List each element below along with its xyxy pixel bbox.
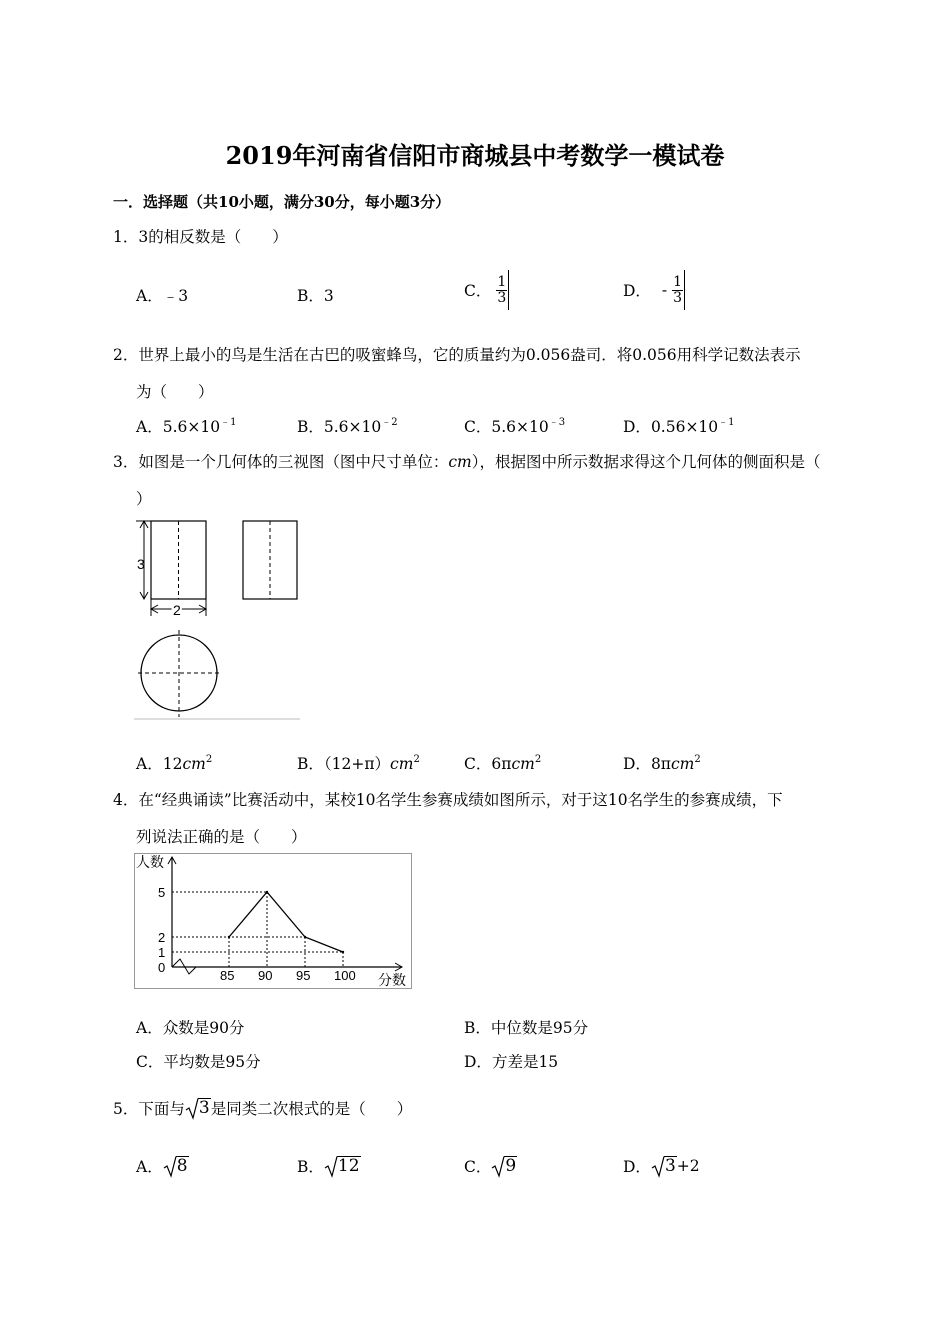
x-tick-label: 100 xyxy=(334,968,356,983)
q3-option-d: D．8πcm$^2$ xyxy=(623,754,701,773)
option-letter: A． xyxy=(136,287,163,305)
three-view-figure xyxy=(130,512,310,724)
y-tick-label: 1 xyxy=(158,945,166,960)
question-4-line-2: 列说法正确的是（ ） xyxy=(136,828,307,846)
option-text: ﹣3 xyxy=(162,287,189,305)
option-base: 5.6×10 xyxy=(491,418,549,436)
fraction-bar xyxy=(508,270,509,310)
option-letter: B． xyxy=(297,287,324,305)
x-tick-label: 95 xyxy=(296,968,311,983)
sqrt-expression: 12 xyxy=(324,1156,361,1176)
option-letter: C． xyxy=(464,282,492,300)
y-tick-label: 2 xyxy=(158,930,166,945)
data-point xyxy=(228,936,230,938)
x-tick-label: 85 xyxy=(220,968,235,983)
y-tick-label: 0 xyxy=(158,960,166,975)
q1-option-a xyxy=(136,284,188,306)
question-1-stem: 1．3的相反数是（ ） xyxy=(113,228,288,246)
option-letter: A． xyxy=(136,418,163,436)
question-3-line-1: 3．如图是一个几何体的三视图（图中尺寸单位：cm），根据图中所示数据求得这个几何体的侧面积是（ xyxy=(113,453,821,471)
chart-frame xyxy=(135,854,412,989)
option-letter: D． xyxy=(623,418,651,436)
q3-option-c: C．6πcm$^2$ xyxy=(464,754,542,773)
q2-option-b xyxy=(297,413,398,437)
radical-sign-icon xyxy=(324,1156,338,1178)
option-base: 0.56×10 xyxy=(650,418,719,436)
q1-option-b xyxy=(297,284,334,306)
radical-sign-icon xyxy=(491,1156,505,1178)
option-exponent: ﹣1 xyxy=(220,417,237,428)
section-heading: 一．选择题（共10小题，满分30分，每小题3分） xyxy=(113,193,451,211)
data-point xyxy=(342,951,344,953)
q4-option-d: D．方差是15 xyxy=(464,1053,559,1071)
option-base: 5.6×10 xyxy=(162,418,221,436)
x-axis-label: 分数 xyxy=(378,972,406,988)
width-label: 2 xyxy=(173,602,181,618)
question-3-line-2: ） xyxy=(136,490,152,508)
page-title: 2019年河南省信阳市商城县中考数学一模试卷 xyxy=(225,141,725,170)
x-tick-label: 90 xyxy=(258,968,273,983)
height-label: 3 xyxy=(137,556,145,572)
option-letter: C． xyxy=(464,418,492,436)
fraction: $\frac{1}{3}$ xyxy=(497,273,507,306)
sqrt-expression: 3 xyxy=(651,1156,677,1176)
option-text: 3 xyxy=(323,287,334,305)
fraction-bar xyxy=(684,270,685,310)
q3-option-b: B．$(12+\pi)cm^2$ xyxy=(297,754,420,773)
q5-option-b: B． 12 xyxy=(297,1156,360,1176)
radical-sign-icon xyxy=(163,1156,177,1178)
q5-option-a: A． 8 xyxy=(136,1156,188,1176)
question-2-line-2: 为（ ） xyxy=(136,383,214,401)
question-4-line-1: 4．在“经典诵读”比赛活动中，某校10名学生参赛成绩如图所示，对于这10名学生的参赛成绩，下 xyxy=(113,791,783,809)
q1-option-d xyxy=(623,270,685,310)
minus-sign: - xyxy=(661,281,668,299)
question-2-line-1: 2．世界上最小的鸟是生活在古巴的吸蜜蜂鸟，它的质量约为0.056盎司．将0.056用科学记数法表示 xyxy=(113,346,801,364)
option-exponent: ﹣3 xyxy=(548,417,566,428)
q1-option-c xyxy=(464,270,509,310)
question-5-stem: 5．下面与 3是同类二次根式的是（ ） xyxy=(113,1098,413,1118)
option-letter: D． xyxy=(623,282,651,300)
radical-sign-icon xyxy=(185,1098,199,1120)
q4-option-c: C．平均数是95分 xyxy=(136,1053,261,1071)
sqrt-expression: 9 xyxy=(491,1156,517,1176)
fraction: $\frac{1}{3}$ xyxy=(673,273,682,306)
option-base: 5.6×10 xyxy=(323,418,382,436)
y-axis-label: 人数 xyxy=(136,854,164,870)
score-line-chart xyxy=(134,853,414,991)
q3-option-a: A．$12cm^2$ xyxy=(136,754,213,773)
q4-option-a: A．众数是90分 xyxy=(136,1019,245,1037)
data-point xyxy=(304,936,306,938)
q2-option-a xyxy=(136,413,236,437)
option-letter: B． xyxy=(297,418,324,436)
q2-option-c xyxy=(464,413,565,437)
q2-option-d xyxy=(623,413,735,437)
sqrt-expression: 3 xyxy=(185,1098,211,1118)
y-tick-label: 5 xyxy=(158,885,166,900)
option-exponent: ﹣1 xyxy=(718,417,735,428)
option-exponent: ﹣2 xyxy=(381,417,398,428)
q5-option-c: C． 9 xyxy=(464,1156,517,1176)
q5-option-d: D． 3+2 xyxy=(623,1156,700,1176)
q4-option-b: B．中位数是95分 xyxy=(464,1019,589,1037)
data-point xyxy=(266,891,268,893)
series-line xyxy=(229,892,343,952)
sqrt-expression: 8 xyxy=(163,1156,189,1176)
radical-sign-icon xyxy=(651,1156,665,1178)
